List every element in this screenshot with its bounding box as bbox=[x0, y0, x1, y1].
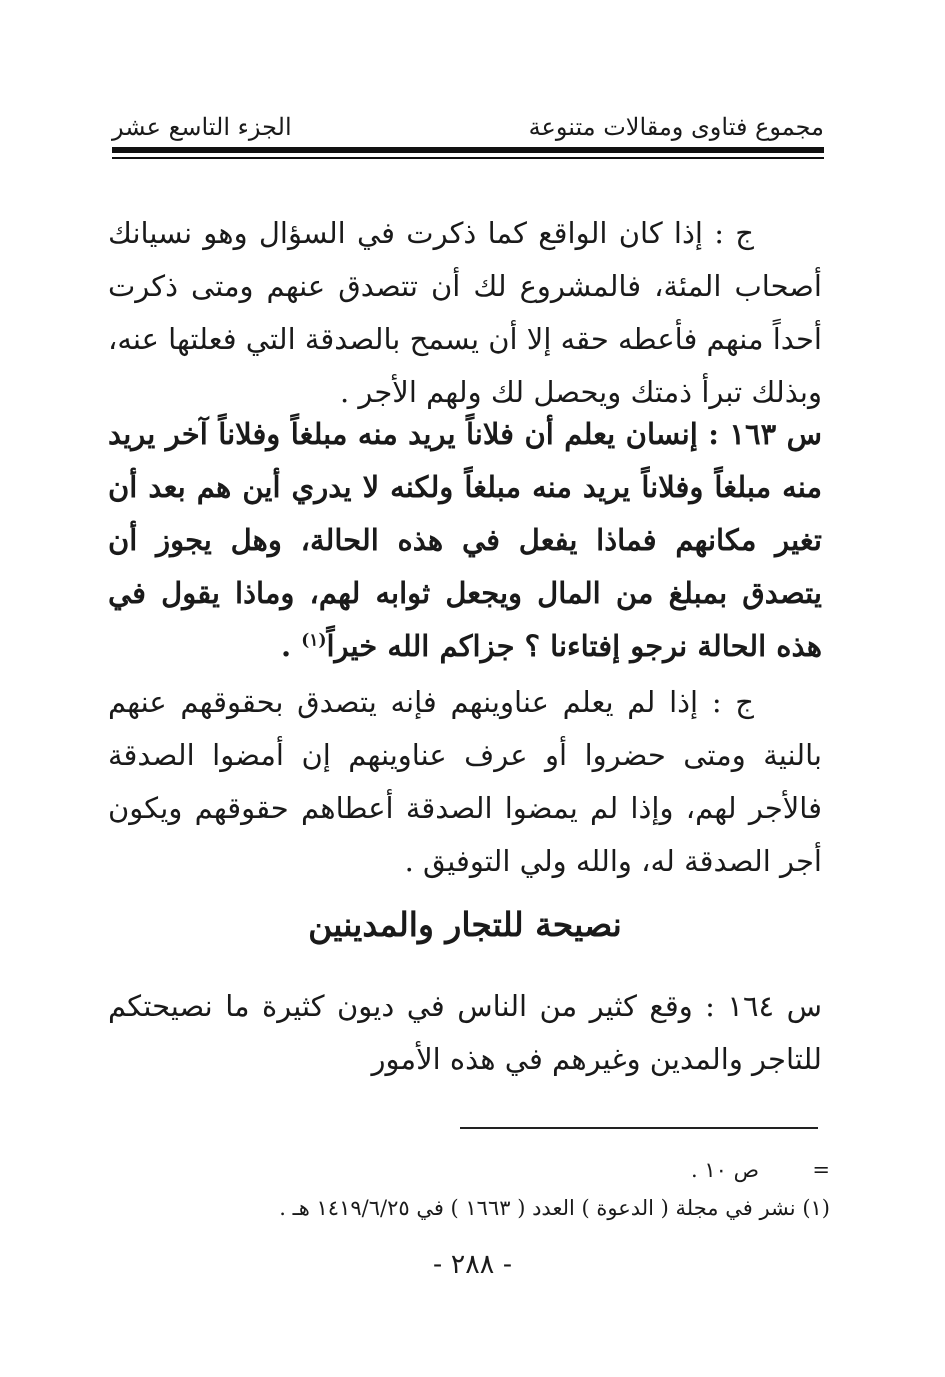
book-title: مجموع فتاوى ومقالات متنوعة bbox=[528, 113, 824, 141]
page-number: - ٢٨٨ - bbox=[433, 1249, 512, 1280]
question-text: إنسان يعلم أن فلاناً يريد منه مبلغاً وفلاناً آخر يريد منه مبلغاً وفلاناً يريد منه مبلغاً ولكنه لا يدري أين هم بعد أن تغير مكانهم فماذا يفعل في هذه الحالة، وهل يجوز أن يتصدق بمبلغ من المال ويجعل ثوابه لهم، وماذا يقول في هذه الحالة نرجو إفتاءنا ؟ جزاكم الله خيراً bbox=[108, 417, 822, 663]
footnote-1-text: نشر في مجلة ( الدعوة ) العدد ( ١٦٦٣ ) في ١٤١٩/٦/٢٥ هـ . bbox=[279, 1196, 796, 1220]
answer-paragraph-2 bbox=[108, 676, 822, 888]
answer-text: إذا كان الواقع كما ذكرت في السؤال وهو نسيانك أصحاب المئة، فالمشروع لك أن تتصدق عنهم ومتى ذكرت أحداً منهم فأعطه حقه إلا أن يسمح بالصدقة التي فعلتها عنه، وبذلك تبرأ ذمتك ويحصل لك ولهم الأجر . bbox=[108, 216, 822, 409]
section-title: نصيحة للتجار والمدينين bbox=[308, 905, 622, 944]
answer-label: ج : bbox=[711, 685, 755, 719]
continuation-text: ص ١٠ . bbox=[691, 1158, 760, 1182]
header-rule-thick bbox=[112, 147, 824, 153]
question-tail: . bbox=[281, 629, 292, 663]
answer-label: ج : bbox=[714, 216, 754, 250]
question-label: س ١٦٣ : bbox=[708, 417, 822, 451]
question-label: س ١٦٤ : bbox=[705, 989, 822, 1023]
footnote-continuation bbox=[150, 1155, 830, 1185]
question-text: وقع كثير من الناس في ديون كثيرة ما نصيحتكم للتاجر والمدين وغيرهم في هذه الأمور bbox=[108, 989, 822, 1076]
answer-text: إذا لم يعلم عناوينهم فإنه يتصدق بحقوقهم عنهم بالنية ومتى حضروا أو عرف عناوينهم إن أمضوا الصدقة فالأجر لهم، وإذا لم يمضوا الصدقة أعطاهم حقوقهم ويكون أجر الصدقة له، والله ولي التوفيق . bbox=[108, 685, 822, 878]
running-header bbox=[112, 108, 824, 142]
footnote-1 bbox=[150, 1193, 830, 1223]
footnote-separator bbox=[460, 1127, 818, 1129]
footnote-ref: (١) bbox=[301, 630, 327, 651]
header-rule-thin bbox=[112, 157, 824, 159]
volume-label: الجزء التاسع عشر bbox=[112, 113, 292, 141]
footnote-1-label: (١) bbox=[802, 1196, 830, 1220]
continuation-mark: = bbox=[812, 1158, 830, 1182]
question-164 bbox=[108, 980, 822, 1086]
answer-paragraph-1 bbox=[108, 207, 822, 419]
question-163 bbox=[108, 408, 822, 673]
